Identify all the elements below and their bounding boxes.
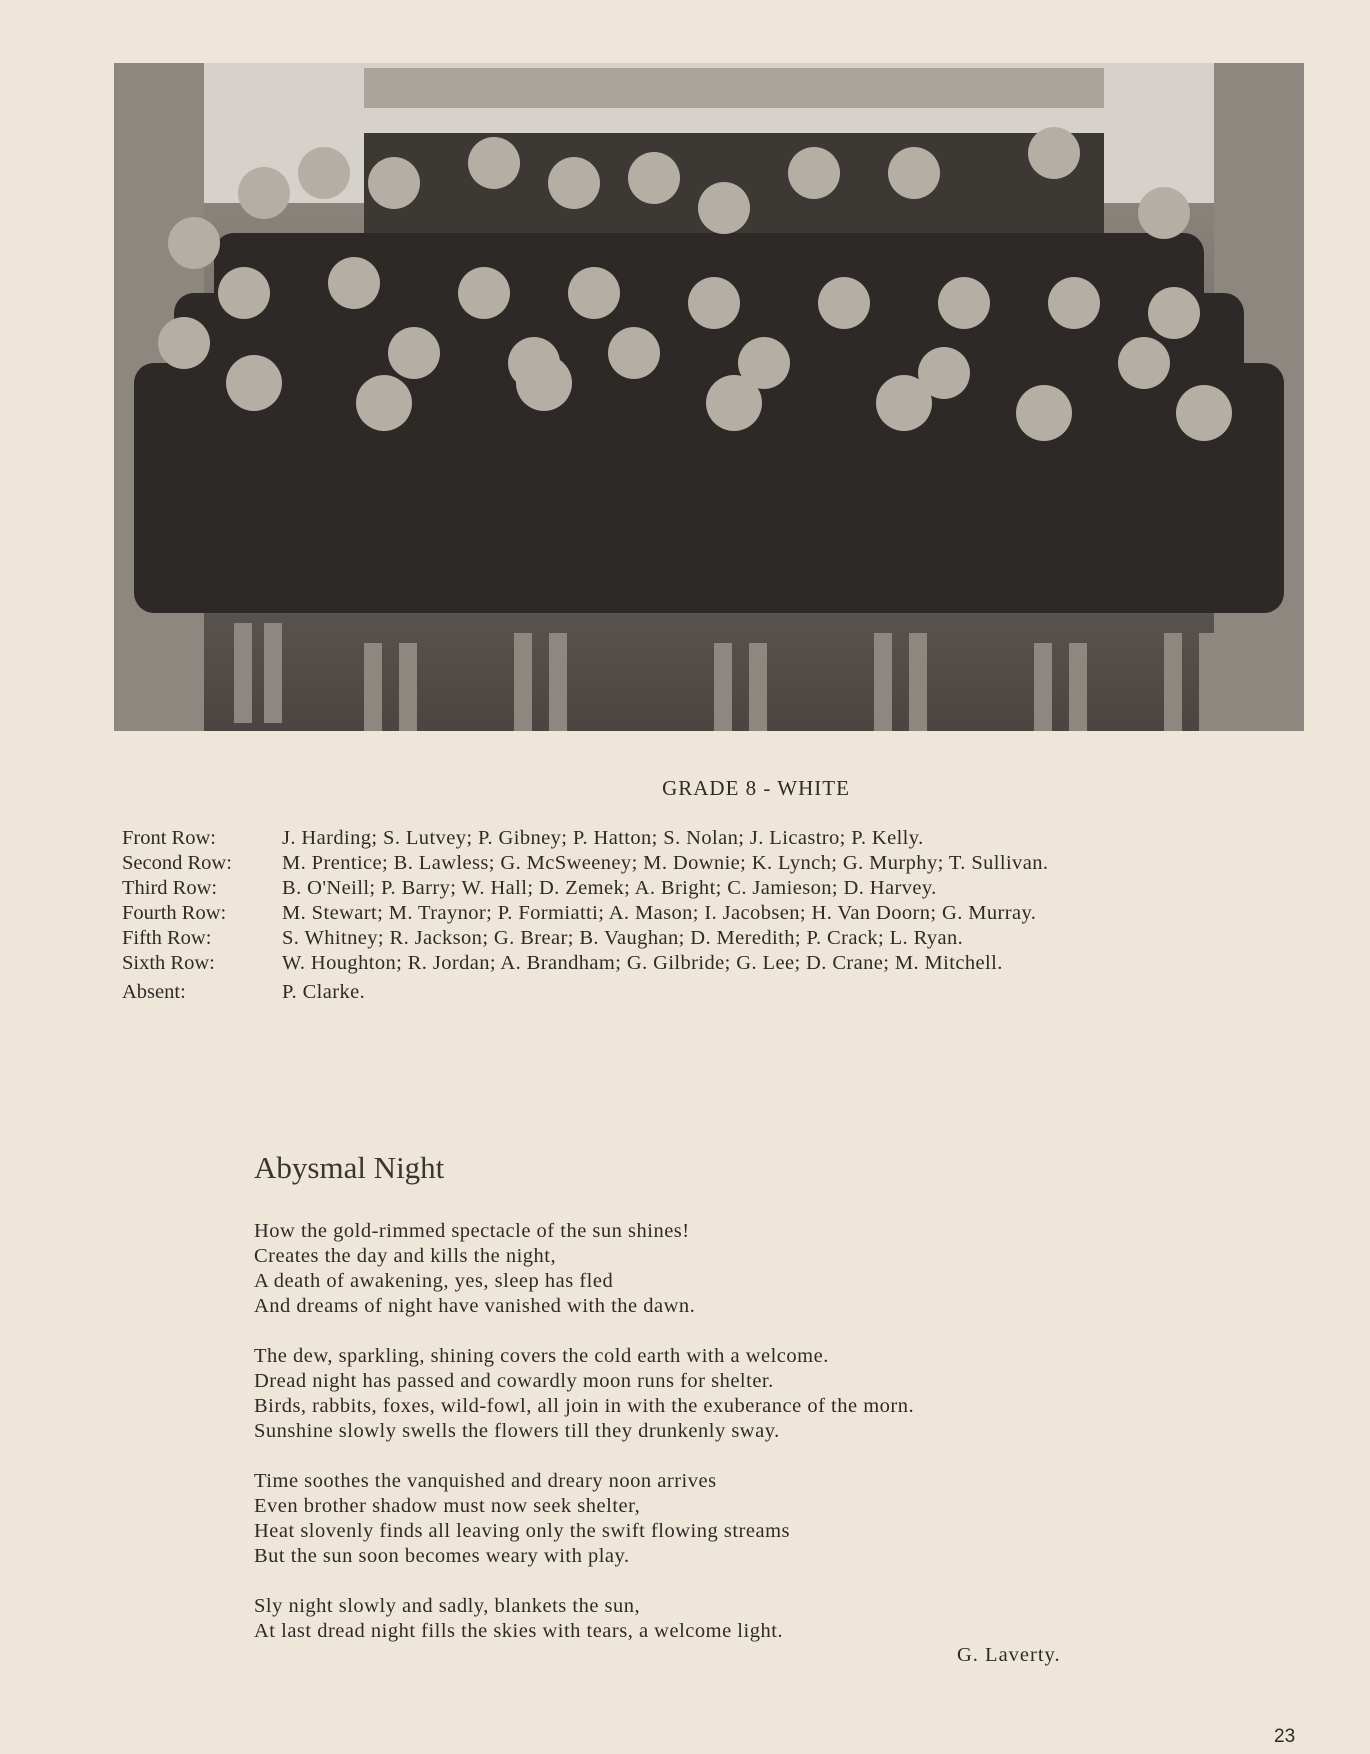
poem-line: Birds, rabbits, foxes, wild-fowl, all join in with the exuberance of the morn. <box>254 1395 915 1417</box>
poem-stanza <box>254 1469 914 1569</box>
poem-line: But the sun soon becomes weary with play. <box>254 1545 630 1567</box>
roster-list <box>122 826 1048 1005</box>
roster-row-names: M. Stewart; M. Traynor; P. Formiatti; A. Mason; I. Jacobsen; H. Van Doorn; G. Murray. <box>282 902 1037 924</box>
poem-line: How the gold-rimmed spectacle of the sun shines! <box>254 1220 690 1242</box>
page-number: 23 <box>1274 1726 1296 1747</box>
roster-row-label: Third Row: <box>122 877 218 899</box>
roster-row-names: M. Prentice; B. Lawless; G. McSweeney; M. Downie; K. Lynch; G. Murphy; T. Sullivan. <box>282 852 1049 874</box>
poem-line: Dread night has passed and cowardly moon runs for shelter. <box>254 1370 774 1392</box>
roster-row <box>122 851 1048 876</box>
roster-row-names: S. Whitney; R. Jackson; G. Brear; B. Vaughan; D. Meredith; P. Crack; L. Ryan. <box>282 927 964 949</box>
roster-row-names: J. Harding; S. Lutvey; P. Gibney; P. Hatton; S. Nolan; J. Licastro; P. Kelly. <box>282 827 924 849</box>
poem-stanza <box>254 1219 914 1319</box>
poem-line: Sunshine slowly swells the flowers till they drunkenly sway. <box>254 1420 780 1442</box>
class-photo-illustration <box>114 63 1304 731</box>
roster-absent-label: Absent: <box>122 981 186 1003</box>
roster-absent-row <box>122 980 1048 1005</box>
poem-line: A death of awakening, yes, sleep has fled <box>254 1270 614 1292</box>
roster-row <box>122 951 1048 976</box>
roster-row-label: Fourth Row: <box>122 902 227 924</box>
roster-row <box>122 901 1048 926</box>
poem-line: Creates the day and kills the night, <box>254 1245 557 1267</box>
roster-row-label: Second Row: <box>122 852 232 874</box>
roster-row-names: W. Houghton; R. Jordan; A. Brandham; G. Gilbride; G. Lee; D. Crane; M. Mitchell. <box>282 952 1003 974</box>
roster-row <box>122 926 1048 951</box>
poem-line: Sly night slowly and sadly, blankets the sun, <box>254 1595 641 1617</box>
roster-row-names: B. O'Neill; P. Barry; W. Hall; D. Zemek; A. Bright; C. Jamieson; D. Harvey. <box>282 877 937 899</box>
poem-line: Even brother shadow must now seek shelter, <box>254 1495 641 1517</box>
roster-row-label: Front Row: <box>122 827 216 849</box>
roster-row-label: Fifth Row: <box>122 927 212 949</box>
poem-stanza <box>254 1594 914 1644</box>
roster-row <box>122 826 1048 851</box>
poem-body <box>254 1219 914 1644</box>
poem-author: G. Laverty. <box>957 1644 1061 1666</box>
poem-title: Abysmal Night <box>254 1150 445 1185</box>
poem-line: Heat slovenly finds all leaving only the swift flowing streams <box>254 1520 791 1542</box>
photo-caption-title: GRADE 8 - WHITE <box>662 776 850 800</box>
poem-line: And dreams of night have vanished with the dawn. <box>254 1295 696 1317</box>
roster-row <box>122 876 1048 901</box>
poem-line: Time soothes the vanquished and dreary noon arrives <box>254 1470 717 1492</box>
roster-absent-names: P. Clarke. <box>282 981 366 1003</box>
poem-line: The dew, sparkling, shining covers the cold earth with a welcome. <box>254 1345 829 1367</box>
poem-stanza <box>254 1344 914 1444</box>
class-photo <box>114 63 1304 731</box>
poem-line: At last dread night fills the skies with tears, a welcome light. <box>254 1620 784 1642</box>
roster-row-label: Sixth Row: <box>122 952 215 974</box>
